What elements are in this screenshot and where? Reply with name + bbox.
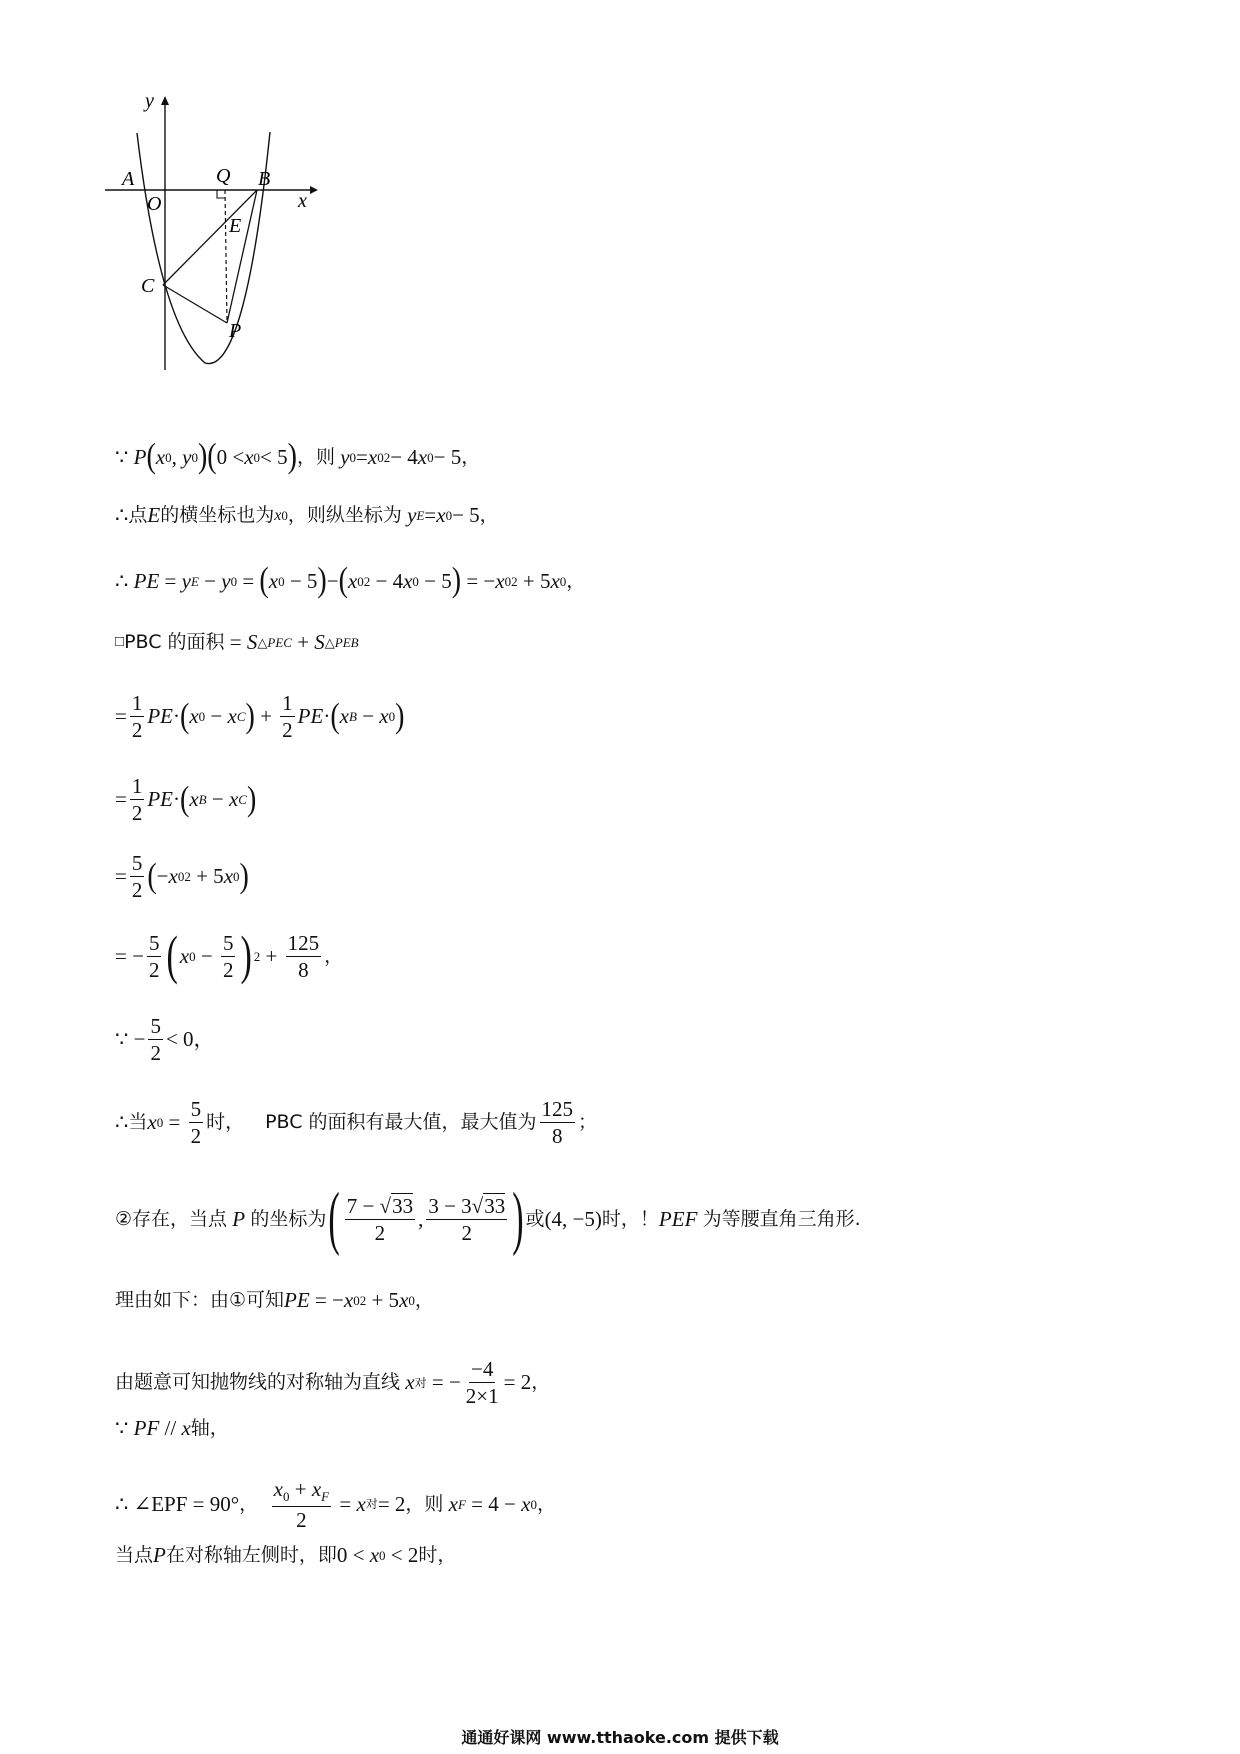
- label-p: P: [229, 320, 242, 342]
- solution-line-16: 当点 P 在对称轴左侧时，即 0 < x 0 < 2 时，: [115, 1543, 457, 1567]
- label-a: A: [122, 168, 135, 190]
- solution-line-5: = $\frac{1}{2}$ PE · ( x 0 − x C ) + $\frac{1}{2}$ PE · ( x B − x 0 ): [115, 691, 405, 743]
- segment-cb: [163, 190, 257, 285]
- solution-line-11: ②存在，当点 P 的坐标为 ( $\frac{7 - √33}{2}$ , $\frac{3 - 3√33}{2}$ ) 或 (4, −5) 时，！ PEF 为等腰直角三角形.: [115, 1179, 861, 1258]
- label-o: O: [147, 193, 162, 215]
- label-q: Q: [216, 165, 231, 187]
- x-axis-arrow: [310, 186, 318, 194]
- solution-line-4: □ PBC 的面积 = S △PEC + S △PEB: [115, 630, 359, 654]
- solution-line-10: ∴ 当 x 0 = $\frac{5}{2}$ 时， PBC 的面积有最大值，最大值为 $\frac{125}{8}$ ；: [115, 1097, 598, 1149]
- parabola-figure: [105, 95, 365, 425]
- y-axis-arrow: [161, 96, 169, 105]
- solution-line-1: ∵ P ( x 0 , y 0 ) ( 0 < x 0 < 5 ) ，则 y 0 = x 0 2 − 4 x 0 − 5 ，: [115, 437, 481, 476]
- solution-line-8: = − $\frac{5}{2}$ ( x 0 − $\frac{5}{2}$ ) 2 + $\frac{125}{8}$ ，: [115, 926, 344, 986]
- label-x: x: [298, 190, 307, 212]
- segment-pb: [227, 190, 257, 323]
- label-c: C: [141, 275, 155, 297]
- solution-line-14: ∵ PF // x 轴，: [115, 1416, 229, 1440]
- label-b: B: [258, 168, 271, 190]
- footer-text: 通通好课网 www.tthaoke.com 提供下载: [461, 1728, 779, 1747]
- solution-line-3: ∴ PE = y E − y 0 = ( x 0 − 5 ) − ( x 0 2 − 4 x 0 − 5 ) = − x 0 2 + 5 x 0 ，: [115, 561, 586, 600]
- label-e: E: [229, 215, 242, 237]
- label-y: y: [145, 95, 154, 112]
- parabola-curve: [137, 132, 270, 364]
- dashed-qp: [225, 190, 227, 323]
- segment-cp: [163, 285, 227, 323]
- solution-line-15: ∴ ∠EPF = 90° ， $\frac{x_0 + x_F}{2}$ = x 对 = 2 ，则 x F = 4 − x 0 ，: [115, 1477, 556, 1532]
- solution-line-9: ∵ − $\frac{5}{2}$ < 0，: [115, 1014, 215, 1066]
- solution-line-13: 由题意可知抛物线的对称轴为直线 x 对 = − $\frac{-4}{2\times 1}$ = 2 ，: [115, 1357, 551, 1409]
- right-angle-mark: [217, 190, 225, 198]
- solution-line-2: ∴ 点 E 的横坐标也为 x 0 ，则纵坐标为 y E = x 0 − 5 ，: [115, 503, 499, 527]
- solution-line-12: 理由如下：由①可知 PE = − x 0 2 + 5 x 0 ，: [115, 1288, 434, 1312]
- solution-line-6: = $\frac{1}{2}$ PE · ( x B − x C ): [115, 774, 257, 826]
- solution-line-7: = $\frac{5}{2}$ ( − x 0 2 + 5 x 0 ): [115, 851, 249, 903]
